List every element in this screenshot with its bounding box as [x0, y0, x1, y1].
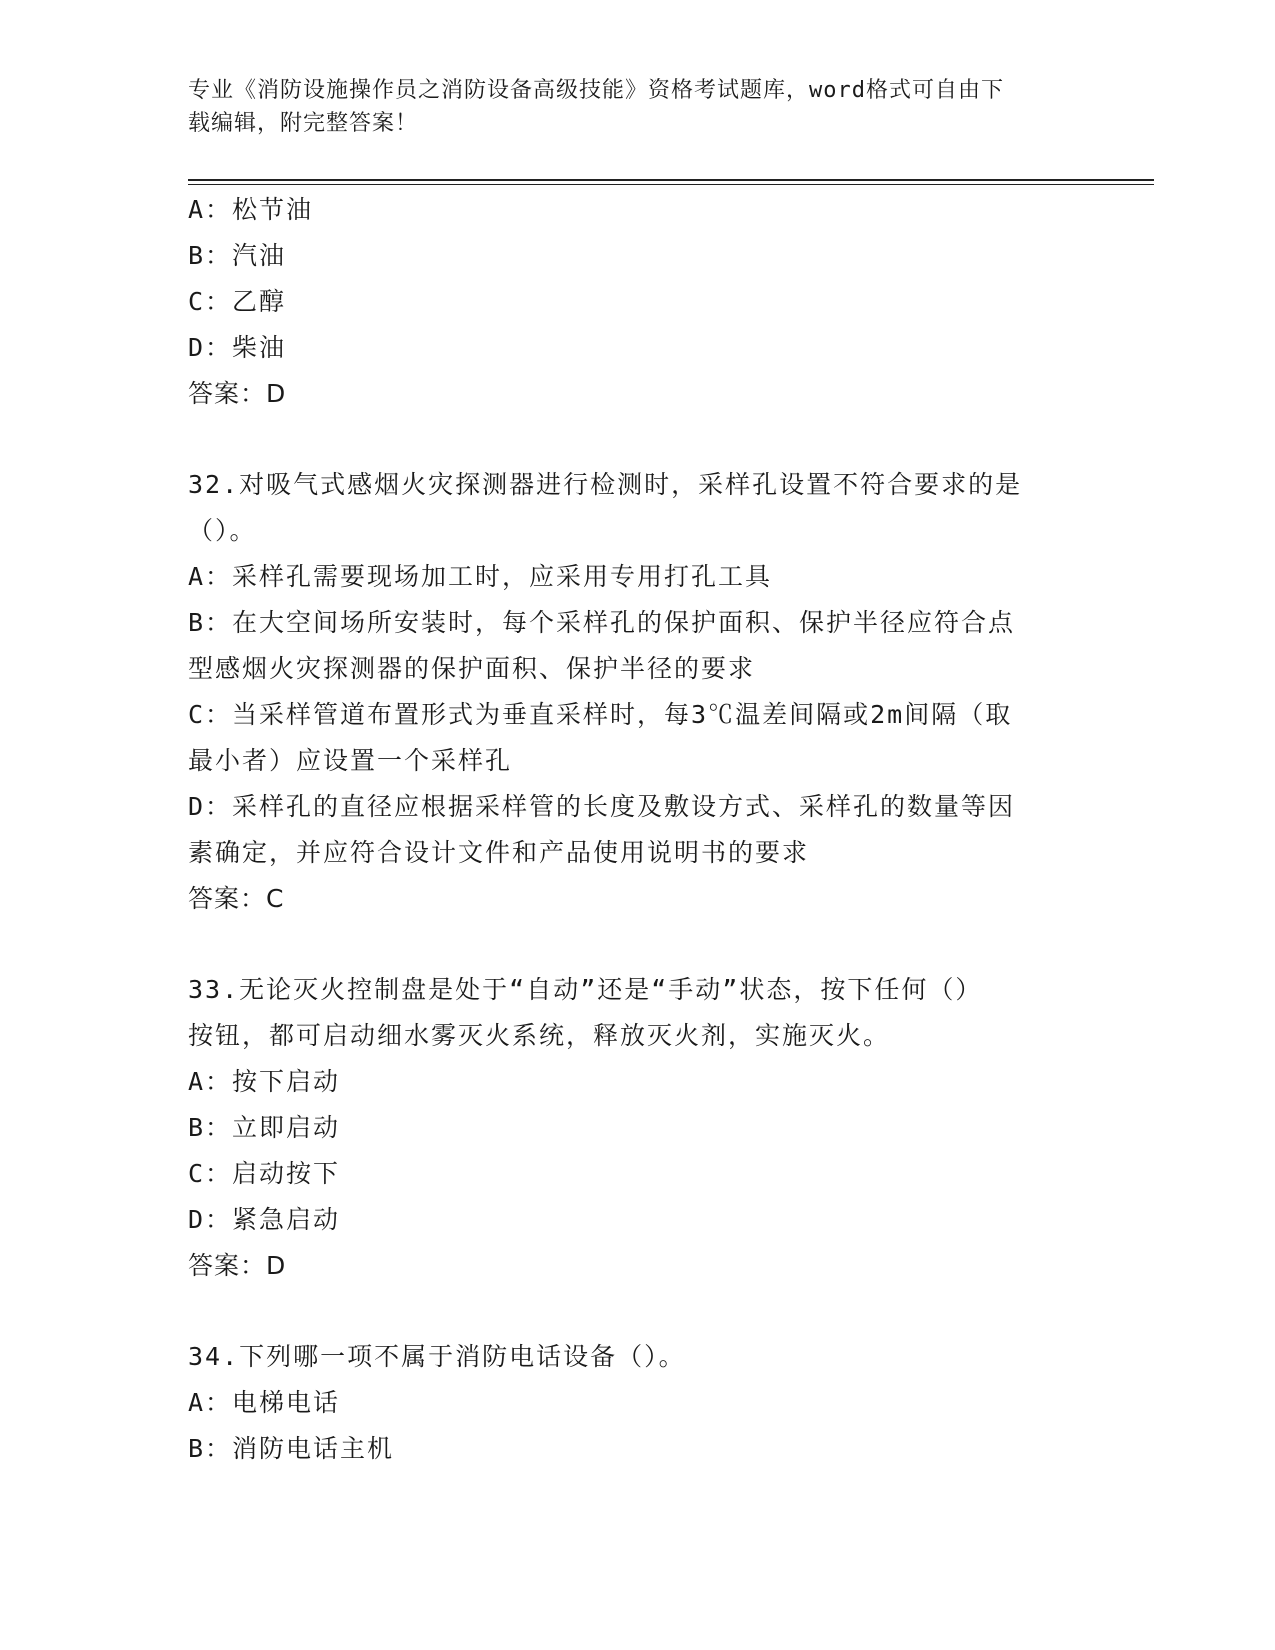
question-32 [188, 462, 1088, 922]
option-b-cont: 型感烟火灾探测器的保护面积、保护半径的要求 [188, 654, 756, 683]
spacer [188, 1289, 1088, 1334]
option-b: B：立即启动 [188, 1113, 341, 1142]
option-b: B：在大空间场所安装时，每个采样孔的保护面积、保护半径应符合点 [188, 608, 1016, 637]
option-a: A：松节油 [188, 195, 314, 224]
option-b: B：消防电话主机 [188, 1434, 395, 1463]
question-stem: 33.无论灭火控制盘是处于“自动”还是“手动”状态，按下任何（） [188, 975, 983, 1004]
header-rule-thick [188, 179, 1154, 181]
question-content [188, 187, 1088, 1472]
spacer [188, 417, 1088, 462]
question-33 [188, 967, 1088, 1289]
option-a: A：采样孔需要现场加工时，应采用专用打孔工具 [188, 562, 773, 591]
option-c: C：当采样管道布置形式为垂直采样时，每3℃温差间隔或2m间隔（取 [188, 700, 1013, 729]
question-34 [188, 1334, 1088, 1472]
spacer [188, 922, 1088, 967]
header-line-2: 载编辑，附完整答案！ [188, 111, 419, 136]
question-stem-cont: （）。 [188, 516, 257, 545]
option-d: D：采样孔的直径应根据采样管的长度及敷设方式、采样孔的数量等因 [188, 792, 1016, 821]
option-d: D：紧急启动 [188, 1205, 341, 1234]
answer: 答案：D [188, 1251, 287, 1280]
option-a: A：电梯电话 [188, 1388, 341, 1417]
option-a: A：按下启动 [188, 1067, 341, 1096]
question-stem-cont: 按钮，都可启动细水雾灭火系统，释放灭火剂，实施灭火。 [188, 1021, 891, 1050]
header-line-1: 专业《消防设施操作员之消防设备高级技能》资格考试题库，word格式可自由下 [188, 78, 1004, 103]
document-header [188, 74, 1068, 140]
question-31 [188, 187, 1088, 417]
option-b: B：汽油 [188, 241, 287, 270]
option-c: C：启动按下 [188, 1159, 341, 1188]
option-d-cont: 素确定，并应符合设计文件和产品使用说明书的要求 [188, 838, 810, 867]
answer: 答案：C [188, 884, 285, 913]
question-stem: 34.下列哪一项不属于消防电话设备（）。 [188, 1342, 686, 1371]
question-stem: 32.对吸气式感烟火灾探测器进行检测时，采样孔设置不符合要求的是 [188, 470, 1023, 499]
answer: 答案：D [188, 379, 287, 408]
option-c-cont: 最小者）应设置一个采样孔 [188, 746, 513, 775]
header-rule-thin [188, 184, 1154, 185]
option-d: D：柴油 [188, 333, 287, 362]
option-c: C：乙醇 [188, 287, 287, 316]
